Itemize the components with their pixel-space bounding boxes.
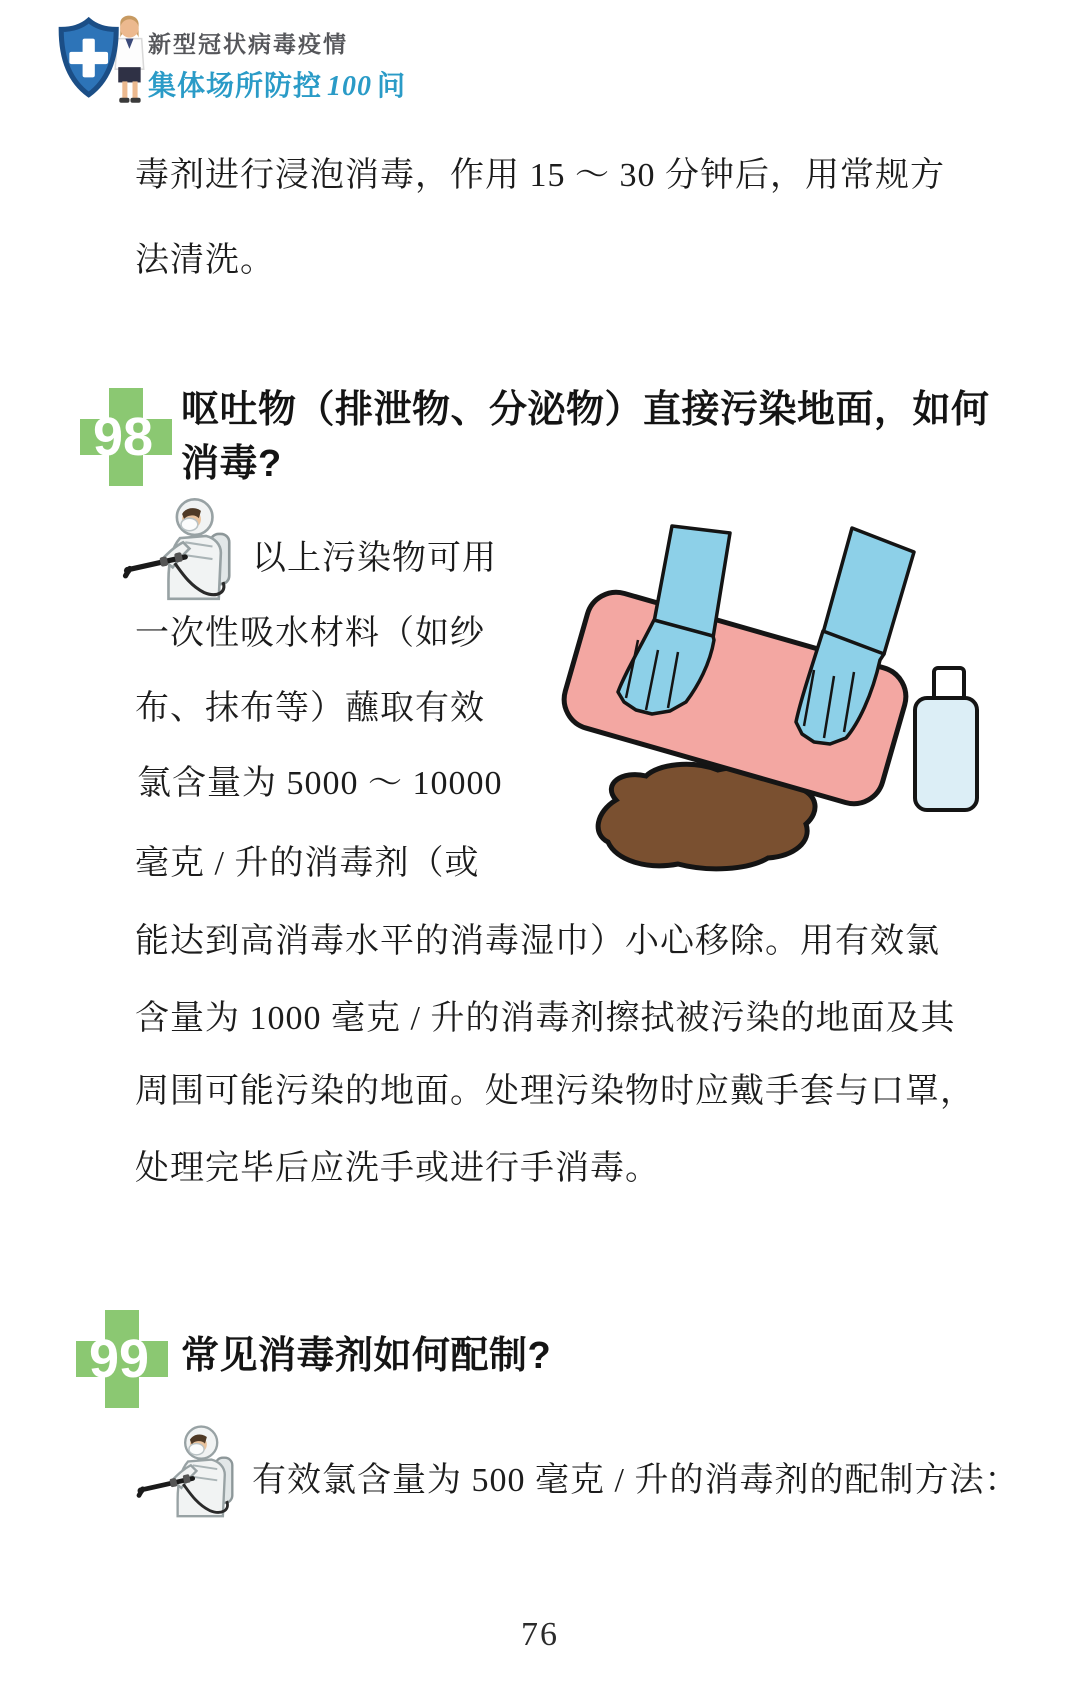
question-99-title-line: 常见消毒剂如何配制? (181, 1335, 552, 1377)
answer-98-line: 毫克 / 升的消毒剂（或 (135, 845, 480, 882)
answer-98-line: 氯含量为 5000 ～ 10000 (137, 765, 503, 802)
brand-logo (50, 10, 160, 108)
question-98-title-line: 消毒? (181, 443, 282, 485)
answer-98-line: 周围可能污染的地面。处理污染物时应戴手套与口罩， (135, 1073, 975, 1110)
disinfectant-bottle (915, 668, 977, 810)
disinfection-sprayer-person-icon (122, 492, 238, 602)
answer-98-line: 以上污染物可用 (252, 540, 497, 577)
brand-title-line1: 新型冠状病毒疫情 (148, 31, 348, 57)
answer-99-line: 有效氯含量为 500 毫克 / 升的消毒剂的配制方法： (252, 1462, 1020, 1499)
brand-title-line2-suffix: 问 (377, 70, 407, 101)
question-98-title-line: 呕吐物（排泄物、分泌物）直接污染地面，如何 (181, 389, 990, 431)
answer-98-line: 一次性吸水材料（如纱 (135, 615, 485, 652)
question-98-number: 98 (92, 407, 154, 467)
question-99-badge (76, 1310, 168, 1408)
intro-line: 法清洗。 (135, 242, 275, 279)
intro-line: 毒剂进行浸泡消毒，作用 15 ～ 30 分钟后，用常规方 (135, 157, 945, 194)
brand-title (148, 26, 406, 104)
nurse-figure-icon (115, 16, 144, 103)
question-99-number: 99 (88, 1329, 150, 1389)
answer-98-line: 含量为 1000 毫克 / 升的消毒剂擦拭被污染的地面及其 (135, 1000, 956, 1037)
brand-title-line2-prefix: 集体场所防控 (148, 70, 323, 101)
page-number: 76 (521, 1616, 559, 1653)
brand-title-line2-number: 100 (327, 71, 373, 102)
answer-98-line: 能达到高消毒水平的消毒湿巾）小心移除。用有效氯 (135, 923, 940, 960)
answer-98-line: 处理完毕后应洗手或进行手消毒。 (135, 1150, 660, 1187)
gloved-hands-wiping-spill-illustration (520, 470, 990, 885)
question-98-badge (80, 388, 172, 486)
shield-cross-icon (61, 20, 116, 94)
brand-title-line2 (148, 64, 406, 104)
answer-98-line: 布、抹布等）蘸取有效 (135, 690, 485, 727)
disinfection-sprayer-person-icon (136, 1420, 240, 1519)
